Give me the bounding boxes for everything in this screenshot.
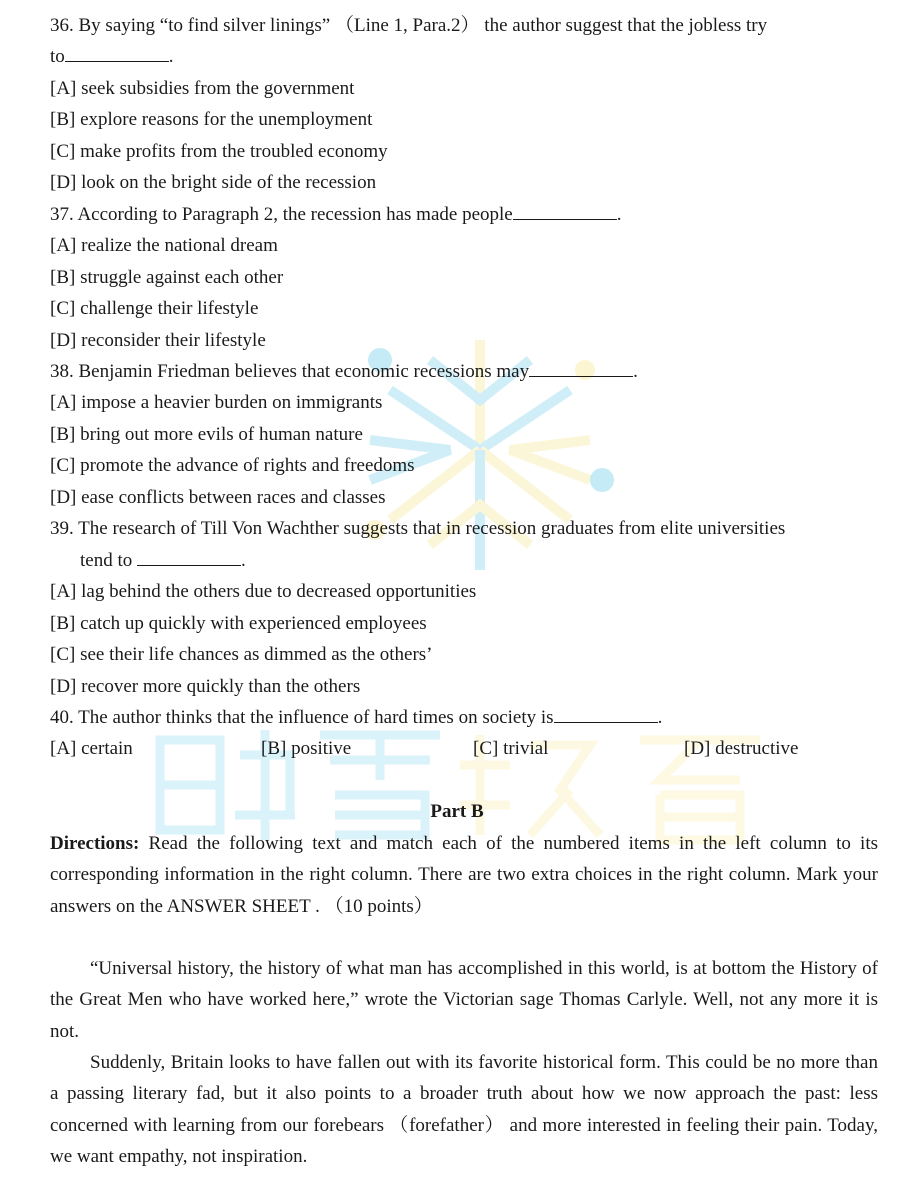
q40-option-d: [D] destructive xyxy=(684,738,799,759)
q38-option-a: [A] impose a heavier burden on immigrants xyxy=(50,392,383,413)
q38-option-b: [B] bring out more evils of human nature xyxy=(50,424,363,445)
q37-answer-blank xyxy=(513,203,617,220)
q38-option-d: [D] ease conflicts between races and classes xyxy=(50,487,386,508)
q36-option-c: [C] make profits from the troubled economy xyxy=(50,141,388,162)
q38-answer-blank xyxy=(529,360,633,377)
part-b-title: Part B xyxy=(430,801,484,822)
q40-option-a: [A] certain xyxy=(50,738,133,759)
q37-stem-text: 37. According to Paragraph 2, the recession has made people xyxy=(50,204,513,225)
q40-stem: 40. The author thinks that the influence of hard times on society is . xyxy=(50,707,663,728)
q39-stem-line1: 39. The research of Till Von Wachther suggests that in recession graduates from elite universities xyxy=(50,518,786,539)
q40-option-c: [C] trivial xyxy=(473,738,549,759)
q36-stem-line1: 36. By saying “to find silver linings” （Line 1, Para.2） the author suggest that the jobless try xyxy=(50,15,768,36)
directions-label: Directions: xyxy=(50,833,140,854)
q37-option-b: [B] struggle against each other xyxy=(50,267,284,288)
q39-option-d: [D] recover more quickly than the others xyxy=(50,676,361,697)
q36-option-a: [A] seek subsidies from the government xyxy=(50,78,355,99)
q37-option-a: [A] realize the national dream xyxy=(50,235,278,256)
q40-stem-text: 40. The author thinks that the influence of hard times on society is xyxy=(50,707,554,728)
part-b-directions xyxy=(50,828,878,922)
q36-option-d: [D] look on the bright side of the recession xyxy=(50,172,377,193)
q36-stem-line2-text: to xyxy=(50,46,65,67)
q37-stem: 37. According to Paragraph 2, the recession has made people . xyxy=(50,204,622,225)
q36-option-b: [B] explore reasons for the unemployment xyxy=(50,109,373,130)
q36-stem-line2: to . xyxy=(50,46,174,67)
q36-answer-blank xyxy=(65,45,169,62)
q39-stem-line2: tend to . xyxy=(80,550,246,571)
q38-stem: 38. Benjamin Friedman believes that economic recessions may . xyxy=(50,361,638,382)
q39-option-b: [B] catch up quickly with experienced employees xyxy=(50,613,427,634)
passage-paragraph-2: Suddenly, Britain looks to have fallen out with its favorite historical form. This could be no more than a passing literary fad, but it also points to a broader truth about how we now approach the past: less concerned with learning from our forebears （forefather） and more interested in feeling their pain. Today, we want empathy, not inspiration. xyxy=(50,1052,878,1168)
q38-stem-text: 38. Benjamin Friedman believes that economic recessions may xyxy=(50,361,530,382)
passage-paragraph-1: “Universal history, the history of what man has accomplished in this world, is at bottom the History of the Great Men who have worked here,” wrote the Victorian sage Thomas Carlyle. Well, not any more it is not. xyxy=(50,958,878,1042)
q40-option-b: [B] positive xyxy=(261,738,352,759)
q39-option-c: [C] see their life chances as dimmed as the others’ xyxy=(50,644,433,665)
q39-option-a: [A] lag behind the others due to decreased opportunities xyxy=(50,581,477,602)
q39-stem-line2-text: tend to xyxy=(80,550,133,571)
q38-option-c: [C] promote the advance of rights and freedoms xyxy=(50,455,415,476)
q40-answer-blank xyxy=(554,706,658,723)
q39-answer-blank xyxy=(137,549,241,566)
q37-option-c: [C] challenge their lifestyle xyxy=(50,298,259,319)
q37-option-d: [D] reconsider their lifestyle xyxy=(50,330,266,351)
q40-options-row xyxy=(50,737,880,761)
directions-text: Read the following text and match each of the numbered items in the left column to its corresponding information in the right column. There are two extra choices in the right column. Mark your answers on the ANSWER SHEET . （10 points） xyxy=(50,833,878,917)
